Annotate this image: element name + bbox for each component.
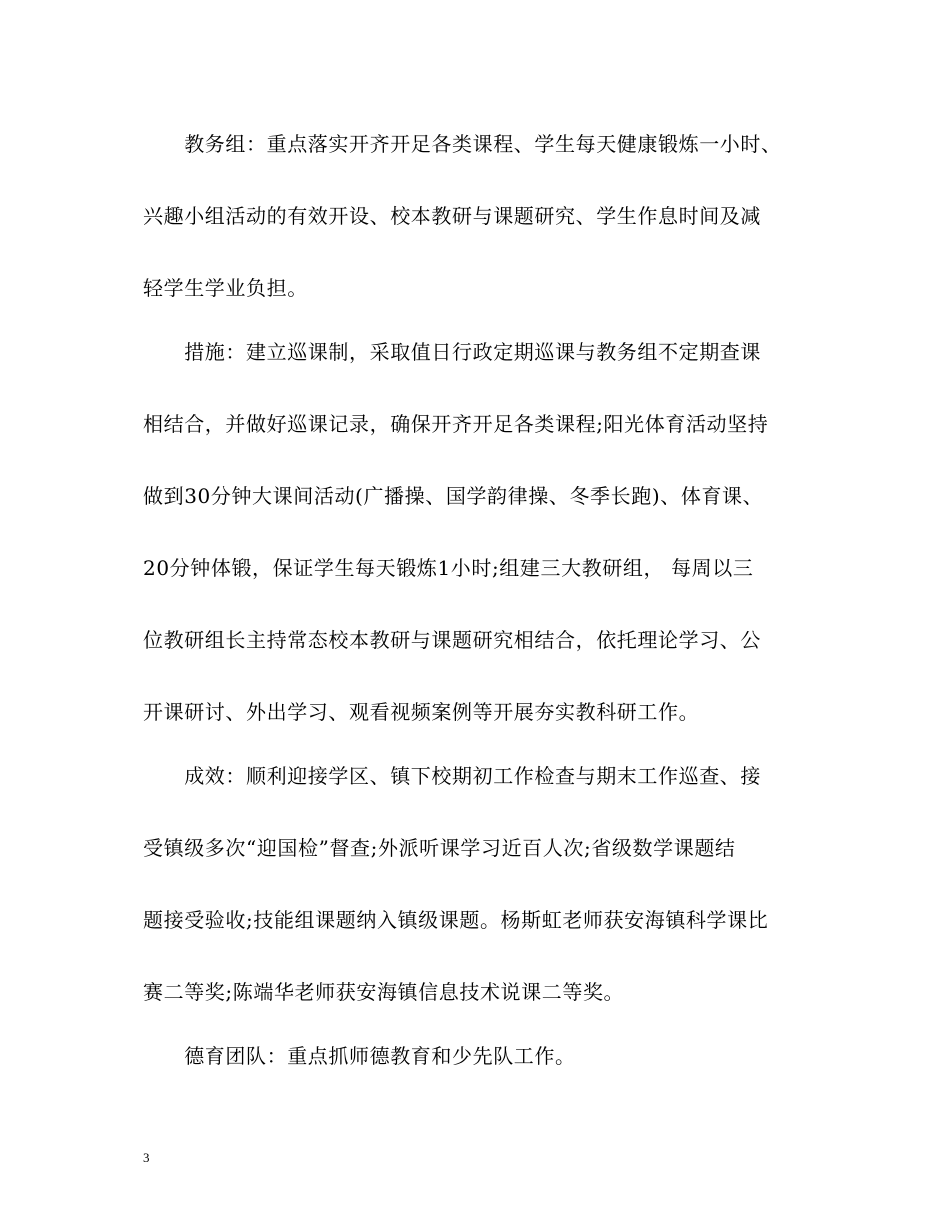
text-line: 德育团队：重点抓师德教育和少先队工作。 [143, 1044, 576, 1068]
text-line: 20分钟体锻，保证学生每天锻炼1小时;组建三大教研组， 每周以三 [143, 556, 754, 580]
text-line: 兴趣小组活动的有效开设、校本教研与课题研究、学生作息时间及减 [143, 204, 761, 228]
text-line: 题接受验收;技能组课题纳入镇级课题。杨斯虹老师获安海镇科学课比 [143, 908, 769, 932]
text-line: 轻学生学业负担。 [143, 276, 308, 300]
text-line: 措施：建立巡课制，采取值日行政定期巡课与教务组不定期查课 [143, 340, 761, 364]
text-line: 位教研组长主持常态校本教研与课题研究相结合，依托理论学习、公 [143, 628, 761, 652]
text-line: 开课研讨、外出学习、观看视频案例等开展夯实教科研工作。 [143, 700, 700, 724]
text-line: 教务组：重点落实开齐开足各类课程、学生每天健康锻炼一小时、 [143, 132, 782, 156]
text-line: 赛二等奖;陈端华老师获安海镇信息技术说课二等奖。 [143, 980, 625, 1004]
text-line: 相结合，并做好巡课记录，确保开齐开足各类课程;阳光体育活动坚持 [143, 412, 769, 436]
text-line: 受镇级多次“迎国检”督查;外派听课学习近百人次;省级数学课题结 [143, 836, 736, 860]
text-line: 成效：顺利迎接学区、镇下校期初工作检查与期末工作巡查、接 [143, 764, 761, 788]
text-line: 做到30分钟大课间活动(广播操、国学韵律操、冬季长跑)、体育课、 [143, 484, 764, 508]
page-number: 3 [143, 1150, 150, 1165]
